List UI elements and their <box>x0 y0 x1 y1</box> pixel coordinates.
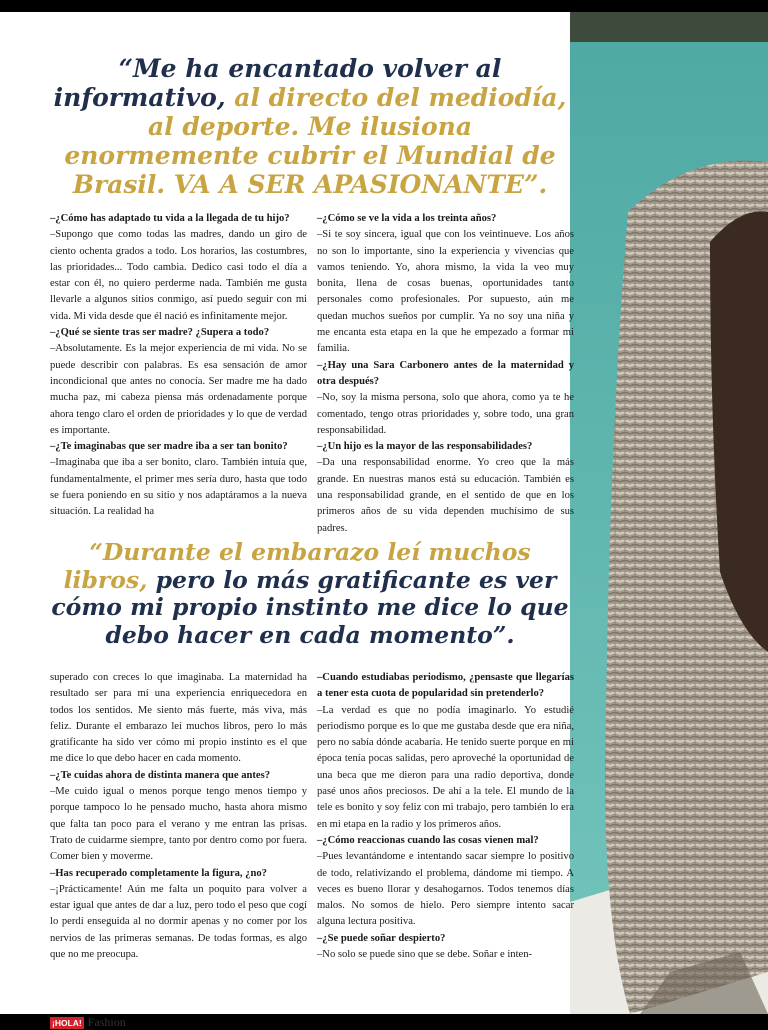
qa-item <box>50 211 307 325</box>
qa-item <box>317 670 574 833</box>
interview-question: –Has recuperado completamente la figura, ¿no? <box>50 867 267 879</box>
article-column-2-top <box>317 211 574 537</box>
magazine-page <box>0 12 768 1029</box>
article-column-1-top <box>50 211 307 521</box>
pull-quote-top-lead: “Me ha encantado volver al informativo, <box>53 54 502 112</box>
interview-question: –Cuando estudiabas periodismo, ¿pensaste que llegarías a tener esta cuota de popularidad sin pretenderlo? <box>317 672 574 700</box>
interview-answer: –Si te soy sincera, igual que con los veintinueve. Los años no son lo importante, sino la experiencia y vivencias que vamos teniendo. Yo, ahora mismo, la vida la veo muy bonita, llena de cosas buenas, oportunidades tanto personales como profesionales. Por supuesto, aún me quedan muchos sueños por cumplir. Ya no soy una niña y me encanta esta etapa en la que he empezado a formar mi familia. <box>317 229 574 355</box>
qa-item <box>317 439 574 537</box>
qa-item <box>50 670 307 768</box>
interview-question: –¿Te cuidas ahora de distinta manera que antes? <box>50 769 271 781</box>
pull-quote-top-rest: al directo del mediodía, al deporte. Me ilusiona enormemente cubrir el Mundial de Brasil. VA A SER APASIONANTE”. <box>64 83 567 199</box>
interview-question: –¿Hay una Sara Carbonero antes de la maternidad y otra después? <box>317 359 574 387</box>
interview-question: –¿Un hijo es la mayor de las responsabilidades? <box>317 441 533 453</box>
interview-answer: –Da una responsabilidad enorme. Yo creo que la más grande. En nuestras manos está su educación. También es una responsabilidad grande, en el sentido de que en los primeros años de su vida dependen muchísimo de sus padres. <box>317 457 574 534</box>
pull-quote-middle <box>50 539 570 649</box>
section-name: Fashion <box>87 1015 126 1029</box>
qa-item <box>50 325 307 439</box>
interview-question: –¿Qué se siente tras ser madre? ¿Supera a todo? <box>50 327 270 339</box>
interview-answer: –La verdad es que no podía imaginarlo. Yo estudié periodismo porque es lo que me gustaba desde que era niña, pero no sabía dónde acabaría. He tenido suerte porque en mi época tenía pocas salidas, pero aproveché la oportunidad de una beca que me dieron para una radio deportiva, donde pasé unos años preciosos. De ahí a la tele. El mundo de la tele es bonito y soy feliz con mi trabajo, pero también lo era en mi etapa en la radio y los primeros años. <box>317 704 574 830</box>
qa-item <box>317 211 574 358</box>
qa-item <box>317 358 574 439</box>
qa-item <box>50 866 307 964</box>
interview-question: –¿Cómo has adaptado tu vida a la llegada de tu hijo? <box>50 213 290 224</box>
pull-quote-middle-rest: pero lo más gratificante es ver cómo mi propio instinto me dice lo que debo hacer en cada momento”. <box>51 565 569 649</box>
interview-answer: superado con creces lo que imaginaba. La maternidad ha resultado ser para mí una experiencia enriquecedora en todos los sentidos. Me siento más fuerte, más viva, más feliz. Durante el embarazo leí muchos libros, pero lo más gratificante ha sido ver cómo mi propio instinto es el que me dice lo que debo hacer en cada momento. <box>50 672 307 765</box>
pull-quote-middle-lead: “Durante el embarazo leí muchos libros, <box>63 538 531 594</box>
article-column-1-bottom <box>50 670 307 963</box>
qa-item <box>317 931 574 964</box>
interview-answer: –No solo se puede sino que se debe. Soñar e inten- <box>317 949 533 961</box>
magazine-logo: ¡HOLA! <box>52 1017 82 1028</box>
interview-answer: –Pues levantándome e intentando sacar siempre lo positivo de todo, relativizando el problema, dándome mi tiempo. A veces es bueno llorar y desahogarnos. Todos tenemos días malos. No somos de hielo. Pero siempre intento sacar alguna lectura positiva. <box>317 851 574 928</box>
interview-question: –¿Cómo reaccionas cuando las cosas vienen mal? <box>317 834 539 846</box>
interview-answer: –¡Prácticamente! Aún me falta un poquito para volver a estar igual que antes de dar a luz, pero todo el peso que cogí lo perdí enseguida al no dormir apenas y no comer por los nervios de las primeras semanas. De todas formas, es algo que no me preocupa. <box>50 883 307 961</box>
qa-item <box>317 833 574 931</box>
interview-question: –¿Te imaginabas que ser madre iba a ser tan bonito? <box>50 441 288 453</box>
pull-quote-top <box>50 54 570 199</box>
interview-question: –¿Se puede soñar despierto? <box>317 932 446 944</box>
interview-answer: –Supongo que como todas las madres, dando un giro de ciento ochenta grados a todo. Los horarios, las costumbres, las prioridades... Todo cambia. Dedico casi todo el día a estar con él, no quiero perderme nada. También me gusta llevarle a algunos sitios conmigo, así puedo seguir con mi vida. Mi vida desde que él nació es infinitamente mejor. <box>50 229 307 322</box>
interview-answer: –Absolutamente. Es la mejor experiencia de mi vida. No se puede describir con palabras. Es esa sensación de amor incondicional que antes no conocía. Ser madre me ha dado mucha paz, mi cabeza piensa más ordenadamente porque ahora tengo claro el orden de prioridades y lo que de verdad es importante. <box>50 343 307 436</box>
page-footer <box>50 1015 126 1030</box>
qa-item <box>50 768 307 866</box>
photo-wicker-chair-by-pool <box>570 12 768 1014</box>
article-column-2-bottom <box>317 670 574 963</box>
qa-item <box>50 439 307 520</box>
interview-answer: –Me cuido igual o menos porque tengo menos tiempo y porque tampoco lo he pensado mucho, hasta ahora mismo que falta tan poco para el verano y me entran las prisas. Trato de cuidarme siempre, tanto por dentro como por fuera. Comer bien y moverme. <box>50 786 307 863</box>
interview-answer: –No, soy la misma persona, solo que ahora, como ya te he comentado, tengo otras prioridades y, sobre todo, una gran responsabilidad. <box>317 392 574 436</box>
interview-question: –¿Cómo se ve la vida a los treinta años? <box>317 213 497 224</box>
interview-answer: –Imaginaba que iba a ser bonito, claro. También intuía que, fundamentalmente, el primer mes sería duro, hasta que todo se fuera poniendo en su sitio y nos adaptáramos a la nueva situación. La realidad ha <box>50 457 307 518</box>
